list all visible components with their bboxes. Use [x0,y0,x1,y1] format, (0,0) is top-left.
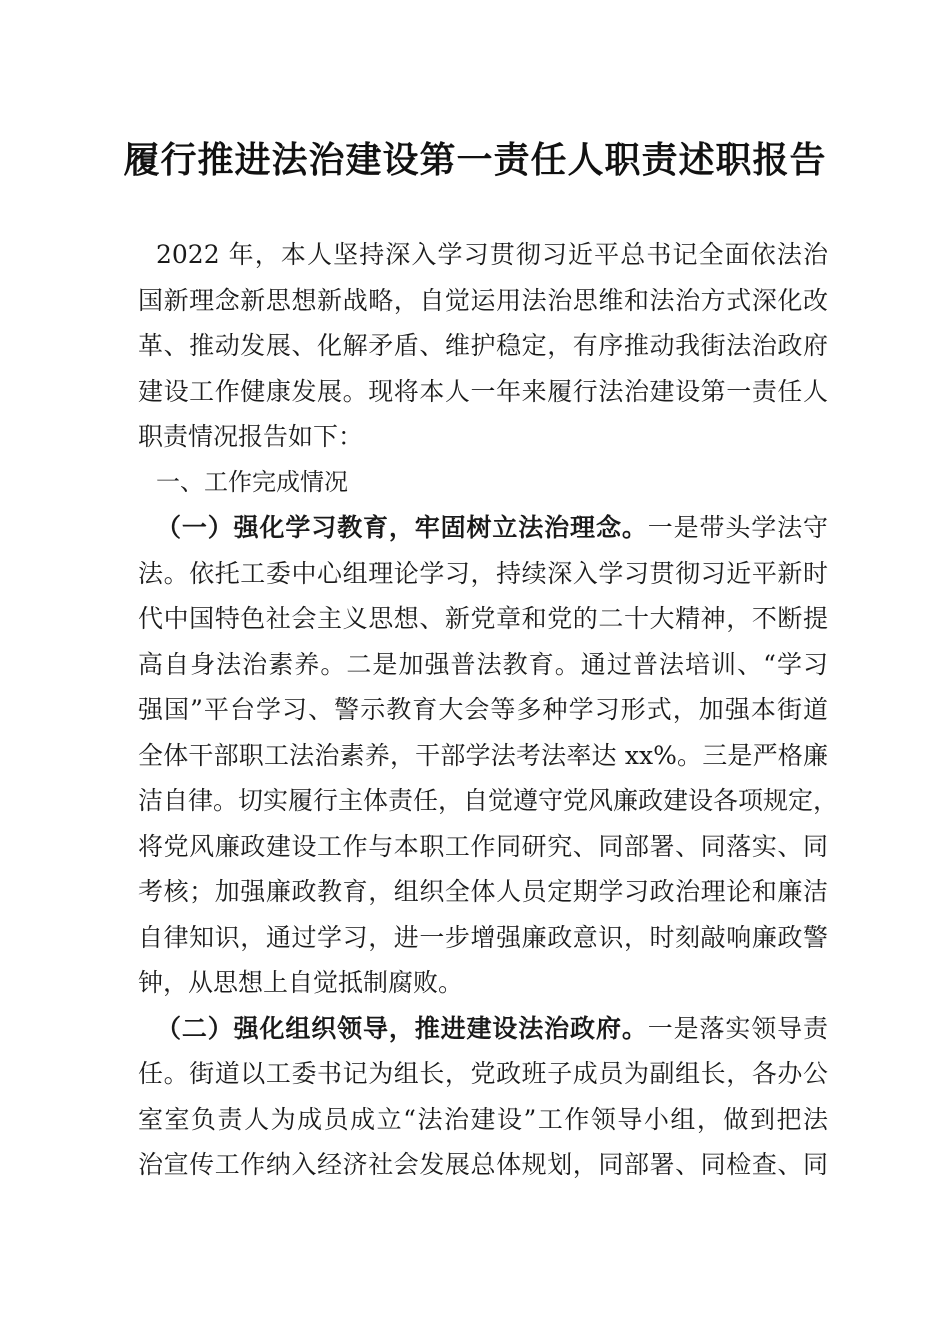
paragraph-line: 高自身法治素养。二是加强普法教育。通过普法培训、“学习 [138,649,828,679]
document-title: 履行推进法治建设第一责任人职责述职报告 [123,140,827,181]
subsection-first-line [138,505,828,551]
paragraph-line: 全体干部职工法治素养，干部学法考法率达 xx%。三是严格廉 [138,740,828,770]
paragraph-line: 代中国特色社会主义思想、新党章和党的二十大精神，不断提 [138,604,828,633]
paragraph-text: 一是带头学法守 [647,513,828,542]
paragraph-line: 治宣传工作纳入经济社会发展总体规划，同部署、同检查、同 [138,1150,828,1179]
subsection-heading: （二）强化组织领导，推进建设法治政府。 [156,1013,648,1043]
paragraph-line: 将党风廉政建设工作与本职工作同研究、同部署、同落实、同 [138,831,828,861]
paragraph-line: 自律知识，通过学习，进一步增强廉政意识，时刻敲响廉政警 [138,922,828,952]
intro-line: 革、推动发展、化解矛盾、维护稳定，有序推动我街法治政府 [138,331,828,360]
intro-line: 建设工作健康发展。现将本人一年来履行法治建设第一责任人 [138,376,828,406]
section-heading: 一、工作完成情况 [156,467,348,496]
paragraph-line: 室室负责人为成员成立“法治建设”工作领导小组，做到把法 [138,1104,828,1134]
paragraph-line: 法。依托工委中心组理论学习，持续深入学习贯彻习近平新时 [138,558,828,588]
paragraph-text: 一是落实领导责 [647,1013,828,1043]
paragraph-line: 任。街道以工委书记为组长，党政班子成员为副组长，各办公 [138,1059,828,1088]
paragraph-line: 考核；加强廉政教育，组织全体人员定期学习政治理论和廉洁 [138,877,828,906]
document-body [138,232,839,1188]
subsection-heading: （一）强化学习教育，牢固树立法治理念。 [156,513,648,542]
intro-line: 国新理念新思想新战略，自觉运用法治思维和法治方式深化改 [138,285,828,315]
paragraph-line: 洁自律。切实履行主体责任，自觉遵守党风廉政建设各项规定， [138,786,839,815]
intro-line: 职责情况报告如下： [138,422,364,451]
subsection-first-line [138,1006,828,1052]
paragraph-line: 钟，从思想上自觉抵制腐败。 [138,968,464,997]
paragraph-line: 强国”平台学习、警示教育大会等多种学习形式，加强本街道 [138,695,828,724]
intro-line: 2022 年，本人坚持深入学习贯彻习近平总书记全面依法治 [156,240,828,269]
